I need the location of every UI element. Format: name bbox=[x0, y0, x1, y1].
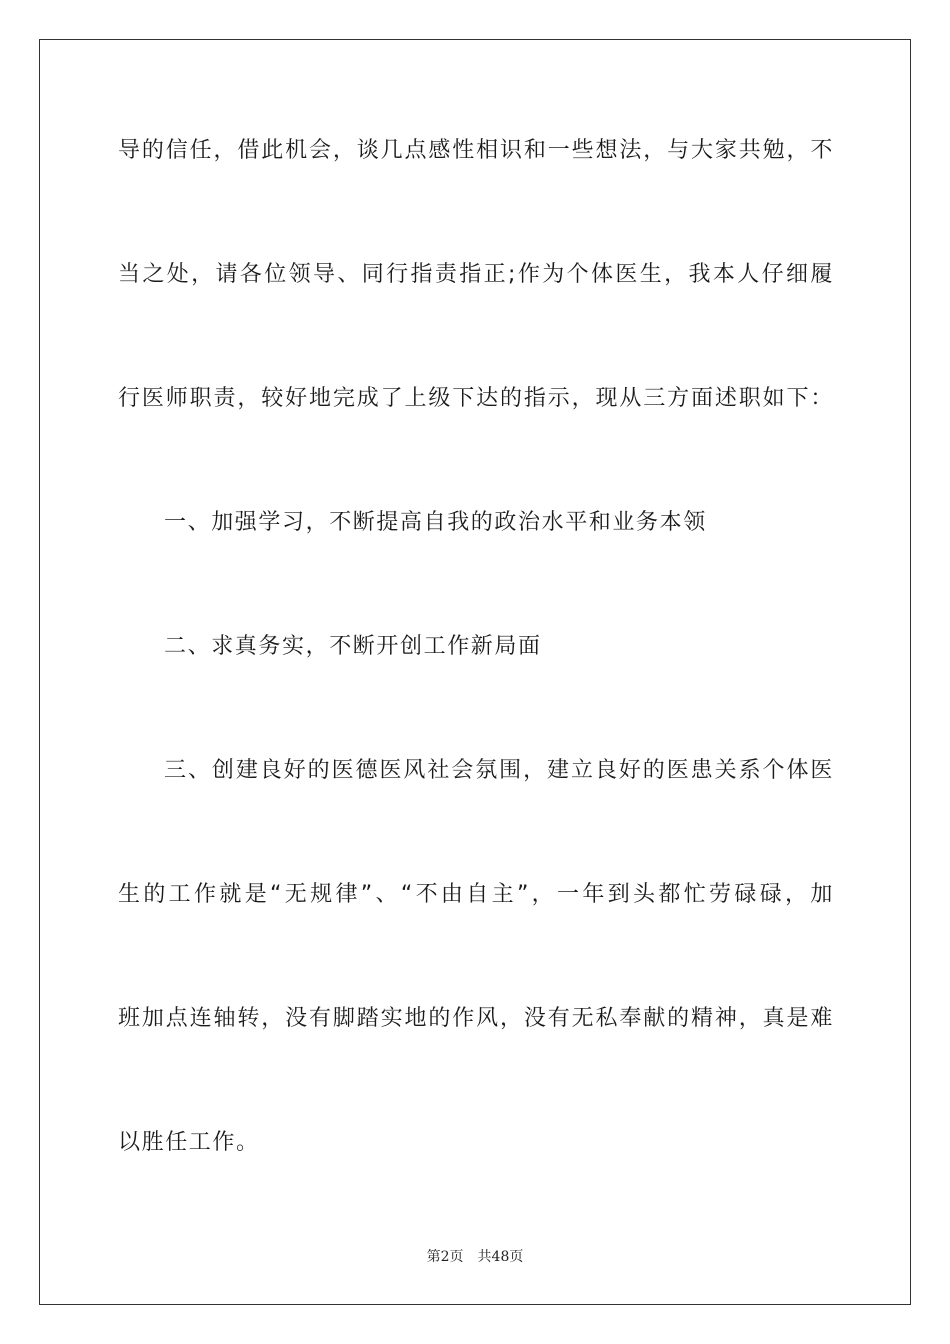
body-line-2: 当之处，请各位领导、同行指责指正;作为个体医生，我本人仔细履 bbox=[118, 262, 834, 287]
section-heading-2: 二、求真务实，不断开创工作新局面 bbox=[164, 634, 542, 659]
total-pages: 共48页 bbox=[477, 1249, 524, 1265]
page-footer bbox=[0, 1247, 950, 1267]
page-border bbox=[39, 39, 911, 1305]
section-heading-3: 三、创建良好的医德医风社会氛围，建立良好的医患关系个体医 bbox=[164, 758, 834, 783]
page-number: 第2页 bbox=[426, 1249, 464, 1265]
body-line-9: 以胜任工作。 bbox=[118, 1130, 260, 1155]
section-heading-1: 一、加强学习，不断提高自我的政治水平和业务本领 bbox=[164, 510, 707, 535]
body-line-1: 导的信任，借此机会，谈几点感性相识和一些想法，与大家共勉，不 bbox=[118, 138, 834, 163]
body-line-8: 班加点连轴转，没有脚踏实地的作风，没有无私奉献的精神，真是难 bbox=[118, 1006, 834, 1031]
body-line-7: 生的工作就是“无规律”、“不由自主”，一年到头都忙劳碌碌，加 bbox=[118, 882, 834, 907]
body-line-3: 行医师职责，较好地完成了上级下达的指示，现从三方面述职如下： bbox=[118, 386, 834, 411]
